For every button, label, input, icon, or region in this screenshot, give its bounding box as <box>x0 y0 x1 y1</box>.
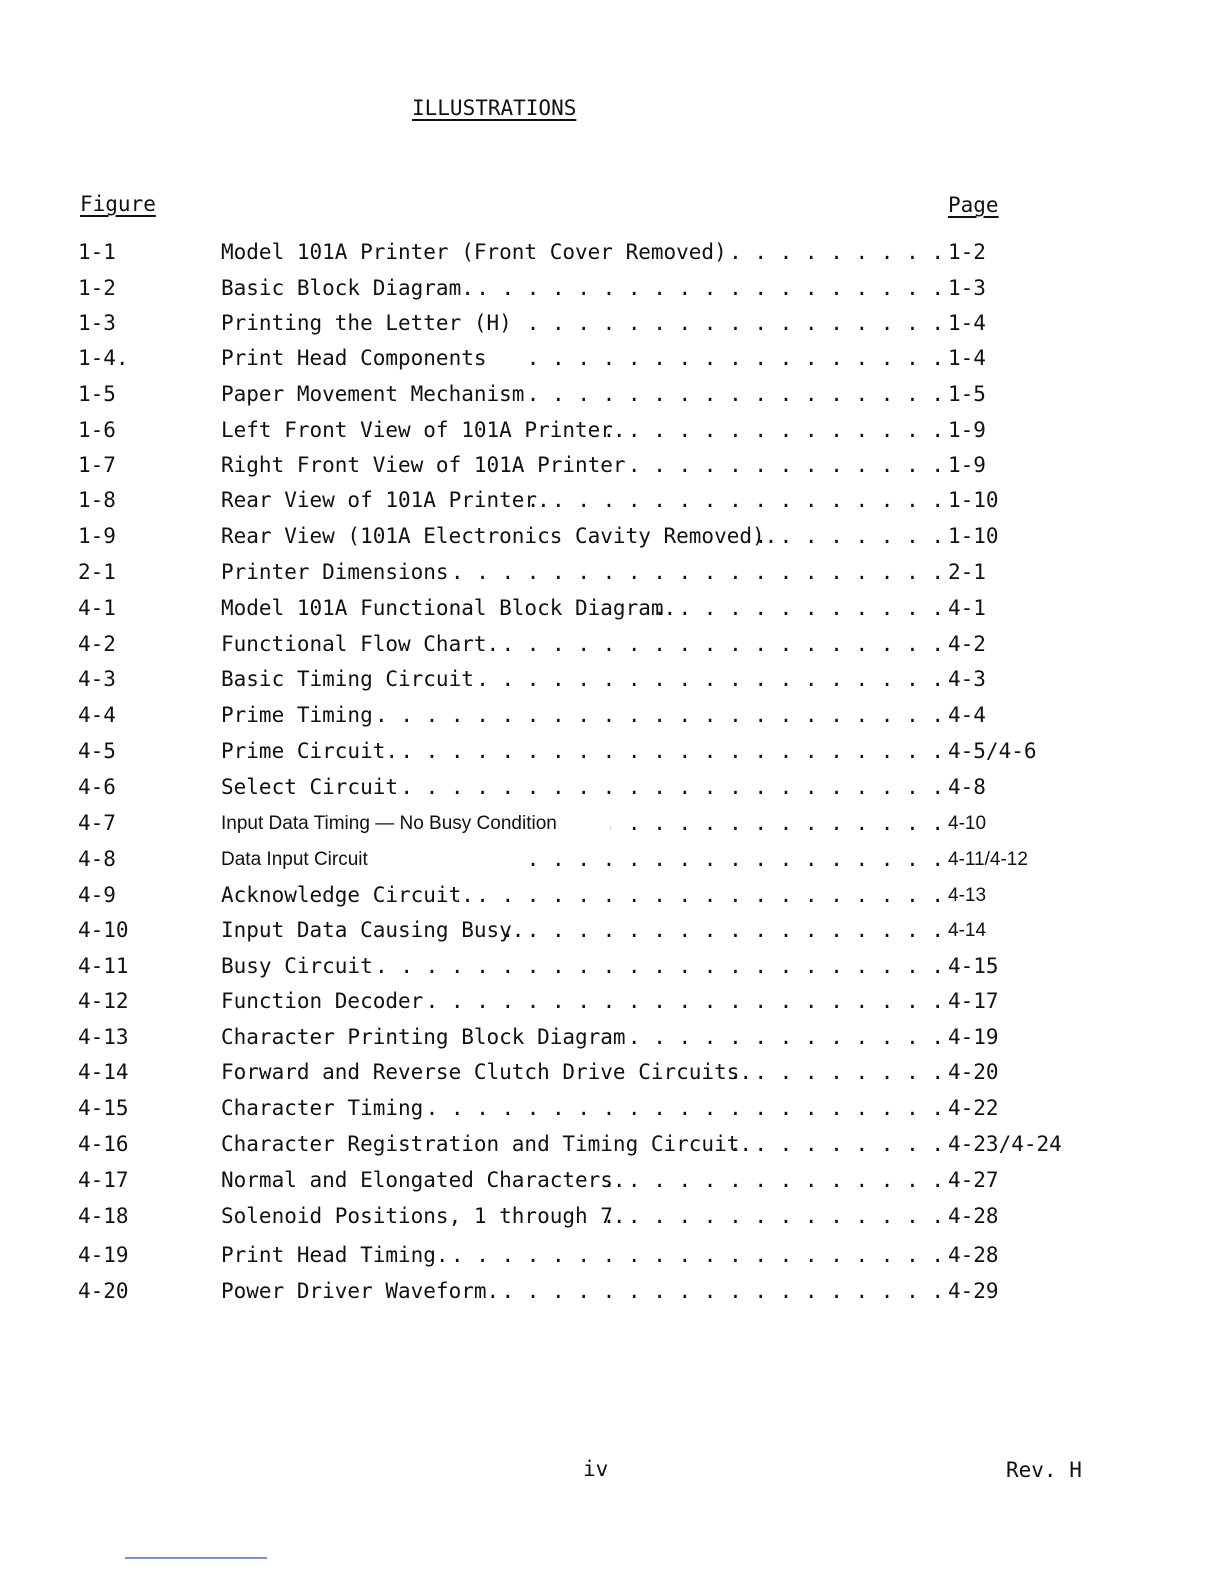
figure-caption: Acknowledge Circuit. <box>221 883 474 907</box>
figure-caption: Rear View of 101A Printer. <box>221 488 550 512</box>
figure-number: 4-19 <box>78 1243 129 1267</box>
figure-caption: Character Registration and Timing Circuit. <box>221 1132 753 1156</box>
figure-number: 1-4. <box>78 346 129 370</box>
leader-dots <box>606 418 944 448</box>
leader-dots <box>486 1279 944 1309</box>
page-reference: 1-4 <box>948 311 986 335</box>
page-reference: 4-10 <box>948 813 987 834</box>
list-item <box>0 918 1224 948</box>
leader-dots <box>518 311 944 341</box>
figure-number: 1-5 <box>78 382 116 406</box>
page-reference: 4-19 <box>948 1025 999 1049</box>
leader-dots <box>418 1096 944 1126</box>
figure-number: 4-13 <box>78 1025 129 1049</box>
page-reference: 1-9 <box>948 453 986 477</box>
leader-dots <box>518 346 944 376</box>
figure-caption: Basic Timing Circuit <box>221 667 474 691</box>
page-reference: 4-8 <box>948 775 986 799</box>
figure-caption: Basic Block Diagram. <box>221 276 474 300</box>
leader-dots <box>504 918 944 948</box>
page-reference: 4-23/4-24 <box>948 1132 1062 1156</box>
figure-number: 4-7 <box>78 811 116 835</box>
leader-dots <box>444 560 944 590</box>
list-item <box>0 596 1224 626</box>
list-item <box>0 453 1224 483</box>
leader-dots <box>752 524 944 554</box>
figure-number: 1-8 <box>78 488 116 512</box>
page-reference: 4-20 <box>948 1060 999 1084</box>
figure-number: 2-1 <box>78 560 116 584</box>
list-item <box>0 311 1224 341</box>
page-reference: 4-4 <box>948 703 986 727</box>
list-item <box>0 883 1224 913</box>
page-reference: 1-10 <box>948 488 999 512</box>
list-item <box>0 1060 1224 1090</box>
list-item <box>0 488 1224 518</box>
figure-caption: Paper Movement Mechanism <box>221 382 525 406</box>
scan-artifact-line <box>125 1557 267 1559</box>
page-reference: 4-5/4-6 <box>948 739 1037 763</box>
leader-dots <box>600 1168 944 1198</box>
leader-dots <box>512 382 944 412</box>
figure-caption: Printing the Letter (H) <box>221 311 512 335</box>
leader-dots <box>486 632 944 662</box>
figure-number: 4-11 <box>78 954 129 978</box>
page-reference: 4-2 <box>948 632 986 656</box>
figure-caption: Power Driver Waveform. <box>221 1279 500 1303</box>
figure-number: 4-14 <box>78 1060 129 1084</box>
page-reference: 4-29 <box>948 1279 999 1303</box>
leader-dots <box>418 989 944 1019</box>
figure-column-header: Figure <box>80 192 156 216</box>
page-reference: 4-17 <box>948 989 999 1013</box>
figure-number: 4-17 <box>78 1168 129 1192</box>
figure-caption: Forward and Reverse Clutch Drive Circuits. <box>221 1060 753 1084</box>
figure-caption: Normal and Elongated Characters. <box>221 1168 626 1192</box>
page-reference: 2-1 <box>948 560 986 584</box>
list-item <box>0 276 1224 306</box>
leader-dots <box>372 703 944 733</box>
list-item <box>0 1243 1224 1273</box>
list-item <box>0 1204 1224 1234</box>
figure-number: 4-1 <box>78 596 116 620</box>
page-reference: 4-15 <box>948 954 999 978</box>
figure-number: 1-2 <box>78 276 116 300</box>
list-item <box>0 1025 1224 1055</box>
figure-number: 4-12 <box>78 989 129 1013</box>
figure-caption: Input Data Timing — No Busy Condition <box>221 813 557 834</box>
leader-dots <box>518 847 944 877</box>
page-reference: 1-10 <box>948 524 999 548</box>
figure-caption: Function Decoder <box>221 989 424 1013</box>
figure-number: 1-6 <box>78 418 116 442</box>
leader-dots <box>600 1204 944 1234</box>
leader-dots <box>458 883 944 913</box>
page-reference: 4-3 <box>948 667 986 691</box>
page-reference: 4-14 <box>948 920 987 941</box>
page-reference: 4-28 <box>948 1243 999 1267</box>
leader-dots <box>610 453 944 483</box>
figure-caption: Busy Circuit <box>221 954 373 978</box>
list-item <box>0 240 1224 270</box>
list-item <box>0 954 1224 984</box>
leader-dots <box>712 240 944 270</box>
page-reference: 1-4 <box>948 346 986 370</box>
figure-number: 4-16 <box>78 1132 129 1156</box>
page-column-header: Page <box>948 193 999 217</box>
figure-caption: Character Printing Block Diagram <box>221 1025 626 1049</box>
list-item <box>0 382 1224 412</box>
leader-dots <box>462 276 944 306</box>
list-item <box>0 346 1224 376</box>
leader-dots <box>610 811 944 841</box>
leader-dots <box>530 488 944 518</box>
list-item <box>0 667 1224 697</box>
list-item <box>0 418 1224 448</box>
list-item <box>0 989 1224 1019</box>
figure-number: 4-4 <box>78 703 116 727</box>
footer-revision: Rev. H <box>1006 1458 1082 1482</box>
figure-number: 4-3 <box>78 667 116 691</box>
leader-dots <box>396 775 944 805</box>
page-reference: 1-2 <box>948 240 986 264</box>
figure-number: 4-15 <box>78 1096 129 1120</box>
figure-caption: Solenoid Positions, 1 through 7. <box>221 1204 626 1228</box>
footer-page-number: iv <box>583 1457 609 1481</box>
page-reference: 4-28 <box>948 1204 999 1228</box>
list-item <box>0 1279 1224 1309</box>
figure-caption: Select Circuit <box>221 775 399 799</box>
figure-caption: Prime Timing <box>221 703 373 727</box>
page-reference: 4-27 <box>948 1168 999 1192</box>
figure-caption: Model 101A Printer (Front Cover Removed) <box>221 240 727 264</box>
page-reference: 4-22 <box>948 1096 999 1120</box>
list-item <box>0 524 1224 554</box>
list-item <box>0 1168 1224 1198</box>
figure-number: 4-5 <box>78 739 116 763</box>
leader-dots <box>722 1132 944 1162</box>
figure-caption: Data Input Circuit <box>221 849 368 870</box>
page-reference: 1-3 <box>948 276 986 300</box>
figure-number: 4-6 <box>78 775 116 799</box>
figure-number: 1-3 <box>78 311 116 335</box>
figure-caption: Print Head Timing. <box>221 1243 449 1267</box>
leader-dots <box>722 1060 944 1090</box>
leader-dots <box>390 739 944 769</box>
leader-dots <box>652 596 944 626</box>
figure-caption: Model 101A Functional Block Diagram. <box>221 596 677 620</box>
list-item <box>0 560 1224 590</box>
figure-number: 4-10 <box>78 918 129 942</box>
figure-number: 4-18 <box>78 1204 129 1228</box>
figure-caption: Input Data Causing Busy. <box>221 918 525 942</box>
figure-caption: Rear View (101A Electronics Cavity Removed). <box>221 524 778 548</box>
list-item <box>0 1132 1224 1162</box>
figure-caption: Printer Dimensions <box>221 560 449 584</box>
list-item <box>0 775 1224 805</box>
list-item <box>0 847 1224 877</box>
figure-number: 1-7 <box>78 453 116 477</box>
list-item <box>0 739 1224 769</box>
list-item <box>0 1096 1224 1126</box>
page-reference: 1-5 <box>948 382 986 406</box>
list-item <box>0 632 1224 662</box>
leader-dots <box>372 954 944 984</box>
page-reference: 4-11/4-12 <box>948 849 1028 870</box>
figure-number: 4-9 <box>78 883 116 907</box>
figure-caption: Prime Circuit. <box>221 739 399 763</box>
page-reference: 1-9 <box>948 418 986 442</box>
page-title: ILLUSTRATIONS <box>412 96 577 120</box>
figure-caption: Functional Flow Chart. <box>221 632 500 656</box>
figure-number: 1-9 <box>78 524 116 548</box>
figure-caption: Character Timing <box>221 1096 424 1120</box>
page-reference: 4-1 <box>948 596 986 620</box>
page-reference: 4-13 <box>948 885 987 906</box>
figure-caption: Print Head Components <box>221 346 487 370</box>
figure-number: 4-8 <box>78 847 116 871</box>
leader-dots <box>610 1025 944 1055</box>
figure-number: 4-20 <box>78 1279 129 1303</box>
leader-dots <box>438 1243 944 1273</box>
leader-dots <box>468 667 944 697</box>
figure-number: 1-1 <box>78 240 116 264</box>
list-item <box>0 811 1224 841</box>
figure-number: 4-2 <box>78 632 116 656</box>
figure-caption: Right Front View of 101A Printer <box>221 453 626 477</box>
list-item <box>0 703 1224 733</box>
figure-caption: Left Front View of 101A Printer. <box>221 418 626 442</box>
